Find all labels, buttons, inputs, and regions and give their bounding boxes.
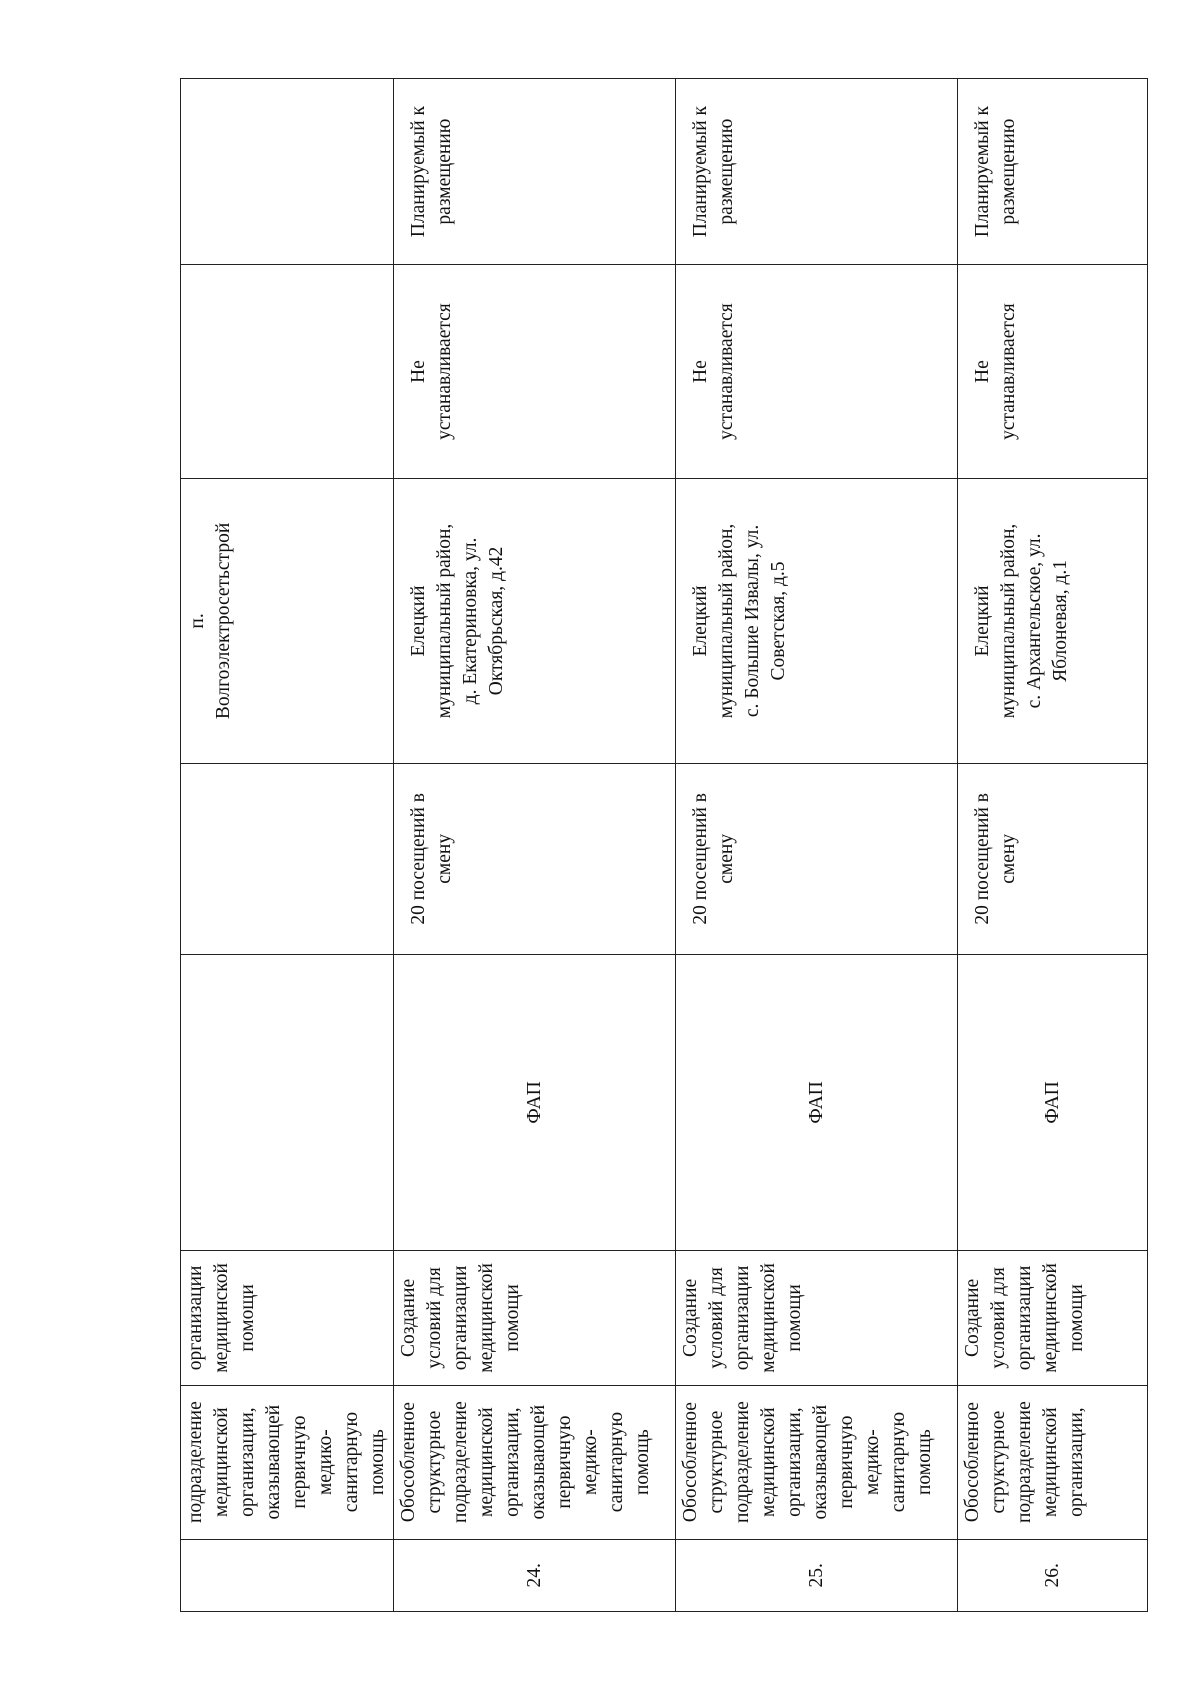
location-cell: Елецкий муниципальный район, с. Архангельское, ул. Яблоневая, д.1	[958, 478, 1148, 763]
table-row	[181, 79, 394, 1612]
zone-cell: Не устанавливается	[676, 265, 958, 479]
facility-type-cell: Обособленное структурное подразделение медицинской организации, оказывающей первичную медико- санитарную помощь	[394, 1385, 676, 1539]
purpose-cell: организации медицинской помощи	[181, 1251, 394, 1385]
row-number	[181, 1539, 394, 1611]
capacity-cell: 20 посещений в смену	[394, 763, 676, 954]
zone-cell: Не устанавливается	[394, 265, 676, 479]
facility-name-cell: ФАП	[676, 954, 958, 1250]
location-cell: п. Волгоэлектросетьстрой	[181, 478, 394, 763]
status-cell	[181, 79, 394, 265]
purpose-cell: Создание условий для организации медицинской помощи	[394, 1251, 676, 1385]
row-number: 25.	[676, 1539, 958, 1611]
zone-cell	[181, 265, 394, 479]
status-cell: Планируемый к размещению	[676, 79, 958, 265]
purpose-cell: Создание условий для организации медицинской помощи	[676, 1251, 958, 1385]
facility-type-cell: Обособленное структурное подразделение медицинской организации, оказывающей первичную медико- санитарную помощь	[676, 1385, 958, 1539]
table-row	[394, 79, 676, 1612]
row-number: 26.	[958, 1539, 1148, 1611]
status-cell: Планируемый к размещению	[394, 79, 676, 265]
facility-name-cell: ФАП	[958, 954, 1148, 1250]
facility-type-cell: Обособленное структурное подразделение медицинской организации,	[958, 1385, 1148, 1539]
facility-name-cell	[181, 954, 394, 1250]
facility-type-cell: подразделение медицинской организации, оказывающей первичную медико- санитарную помощь	[181, 1385, 394, 1539]
row-number: 24.	[394, 1539, 676, 1611]
table-row	[958, 79, 1148, 1612]
location-cell: Елецкий муниципальный район, д. Екатериновка, ул. Октябрьская, д.42	[394, 478, 676, 763]
location-cell: Елецкий муниципальный район, с. Большие Извалы, ул. Советская, д.5	[676, 478, 958, 763]
capacity-cell: 20 посещений в смену	[676, 763, 958, 954]
table-row	[676, 79, 958, 1612]
rotated-table-wrapper	[180, 78, 1142, 1612]
status-cell: Планируемый к размещению	[958, 79, 1148, 265]
capacity-cell	[181, 763, 394, 954]
capacity-cell: 20 посещений в смену	[958, 763, 1148, 954]
zone-cell: Не устанавливается	[958, 265, 1148, 479]
facilities-table	[180, 78, 1148, 1612]
purpose-cell: Создание условий для организации медицинской помощи	[958, 1251, 1148, 1385]
facility-name-cell: ФАП	[394, 954, 676, 1250]
